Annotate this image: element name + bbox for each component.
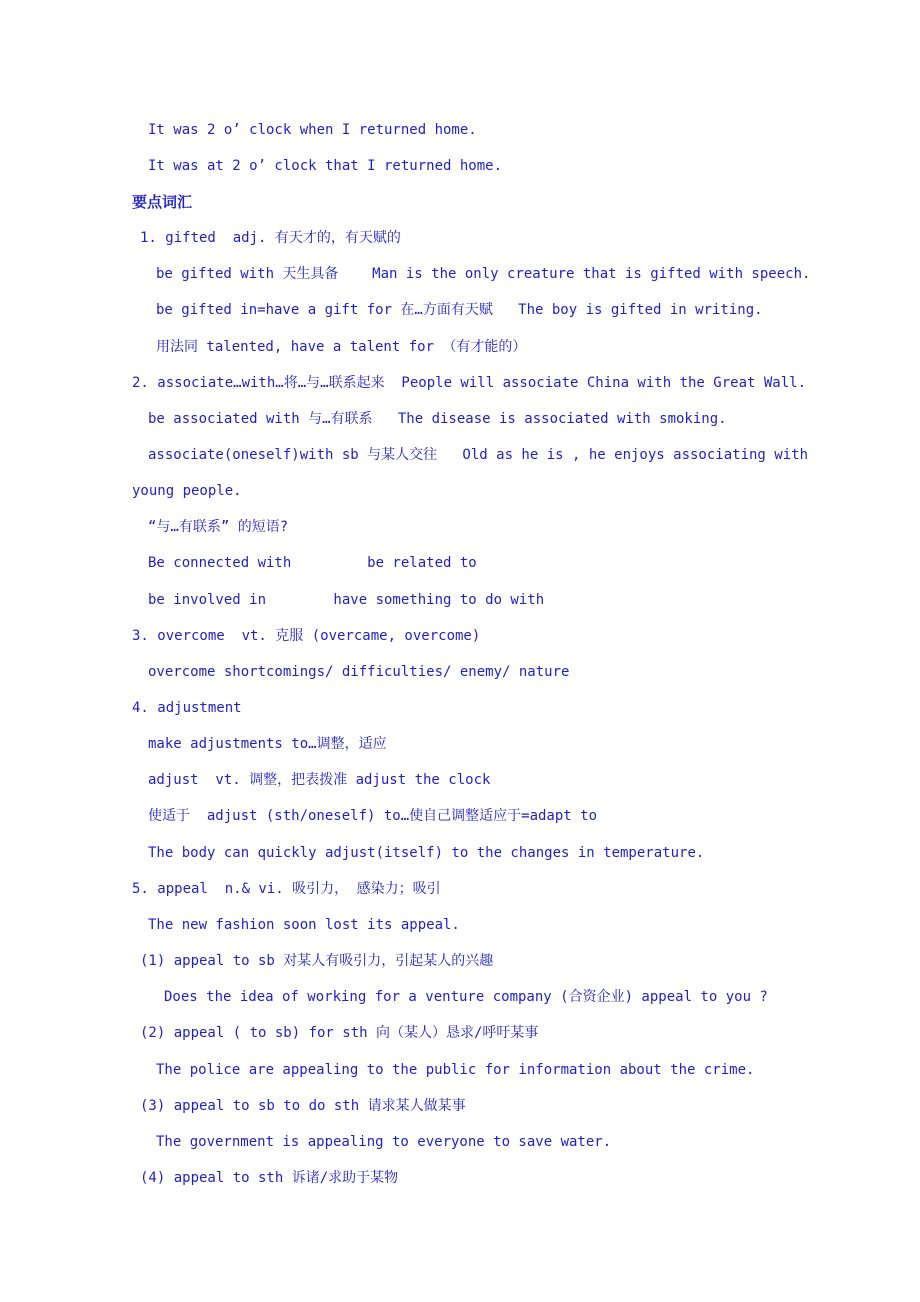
vocab-usage: (2) appeal ( to sb) for sth 向（某人）恳求/呼吁某事 <box>140 1025 539 1041</box>
vocab-entry: 3. overcome vt. 克服 (overcame, overcome) <box>132 628 481 644</box>
vocab-usage-continued: young people. <box>132 483 242 499</box>
example-sentence: The body can quickly adjust(itself) to the changes in temperature. <box>148 845 705 861</box>
example-sentence: The police are appealing to the public for information about the crime. <box>156 1062 755 1078</box>
phrase-list: Be connected with be related to <box>148 555 477 571</box>
section-heading: 要点词汇 <box>132 193 193 211</box>
vocab-entry: 2. associate…with…将…与…联系起来 People will associate China with the Great Wall. <box>132 375 807 391</box>
vocab-usage: be associated with 与…有联系 The disease is associated with smoking. <box>148 411 727 427</box>
phrase-list: be involved in have something to do with <box>148 592 545 608</box>
vocab-usage: (3) appeal to sb to do sth 请求某人做某事 <box>140 1098 466 1114</box>
example-sentence: It was 2 o’ clock when I returned home. <box>148 122 477 138</box>
vocab-entry: 1. gifted adj. 有天才的，有天赋的 <box>140 230 401 246</box>
vocab-question: “与…有联系” 的短语? <box>148 519 289 535</box>
vocab-usage: adjust vt. 调整，把表拨准 adjust the clock <box>148 772 491 788</box>
vocab-usage: be gifted in=have a gift for 在…方面有天赋 The boy is gifted in writing. <box>156 302 763 318</box>
vocab-usage: be gifted with 天生具备 Man is the only creature that is gifted with speech. <box>156 266 811 282</box>
vocab-usage: (1) appeal to sb 对某人有吸引力，引起某人的兴趣 <box>140 953 494 969</box>
example-sentence: The new fashion soon lost its appeal. <box>148 917 460 933</box>
vocab-usage: (4) appeal to sth 诉诸/求助于某物 <box>140 1170 399 1186</box>
example-sentence: Does the idea of working for a venture company (合资企业) appeal to you ? <box>164 989 768 1005</box>
vocab-note: 用法同 talented, have a talent for （有才能的） <box>156 339 527 355</box>
vocab-usage: make adjustments to…调整，适应 <box>148 736 387 752</box>
vocab-usage: 使适于 adjust (sth/oneself) to…使自己调整适应于=adapt to <box>148 808 598 824</box>
vocab-usage: overcome shortcomings/ difficulties/ enemy/ nature <box>148 664 570 680</box>
example-sentence: The government is appealing to everyone to save water. <box>156 1134 612 1150</box>
vocab-entry: 4. adjustment <box>132 700 242 716</box>
vocab-entry: 5. appeal n.& vi. 吸引力， 感染力；吸引 <box>132 881 441 897</box>
vocab-usage: associate(oneself)with sb 与某人交往 Old as he is , he enjoys associating with <box>148 447 809 463</box>
example-sentence: It was at 2 o’ clock that I returned home. <box>148 158 503 174</box>
